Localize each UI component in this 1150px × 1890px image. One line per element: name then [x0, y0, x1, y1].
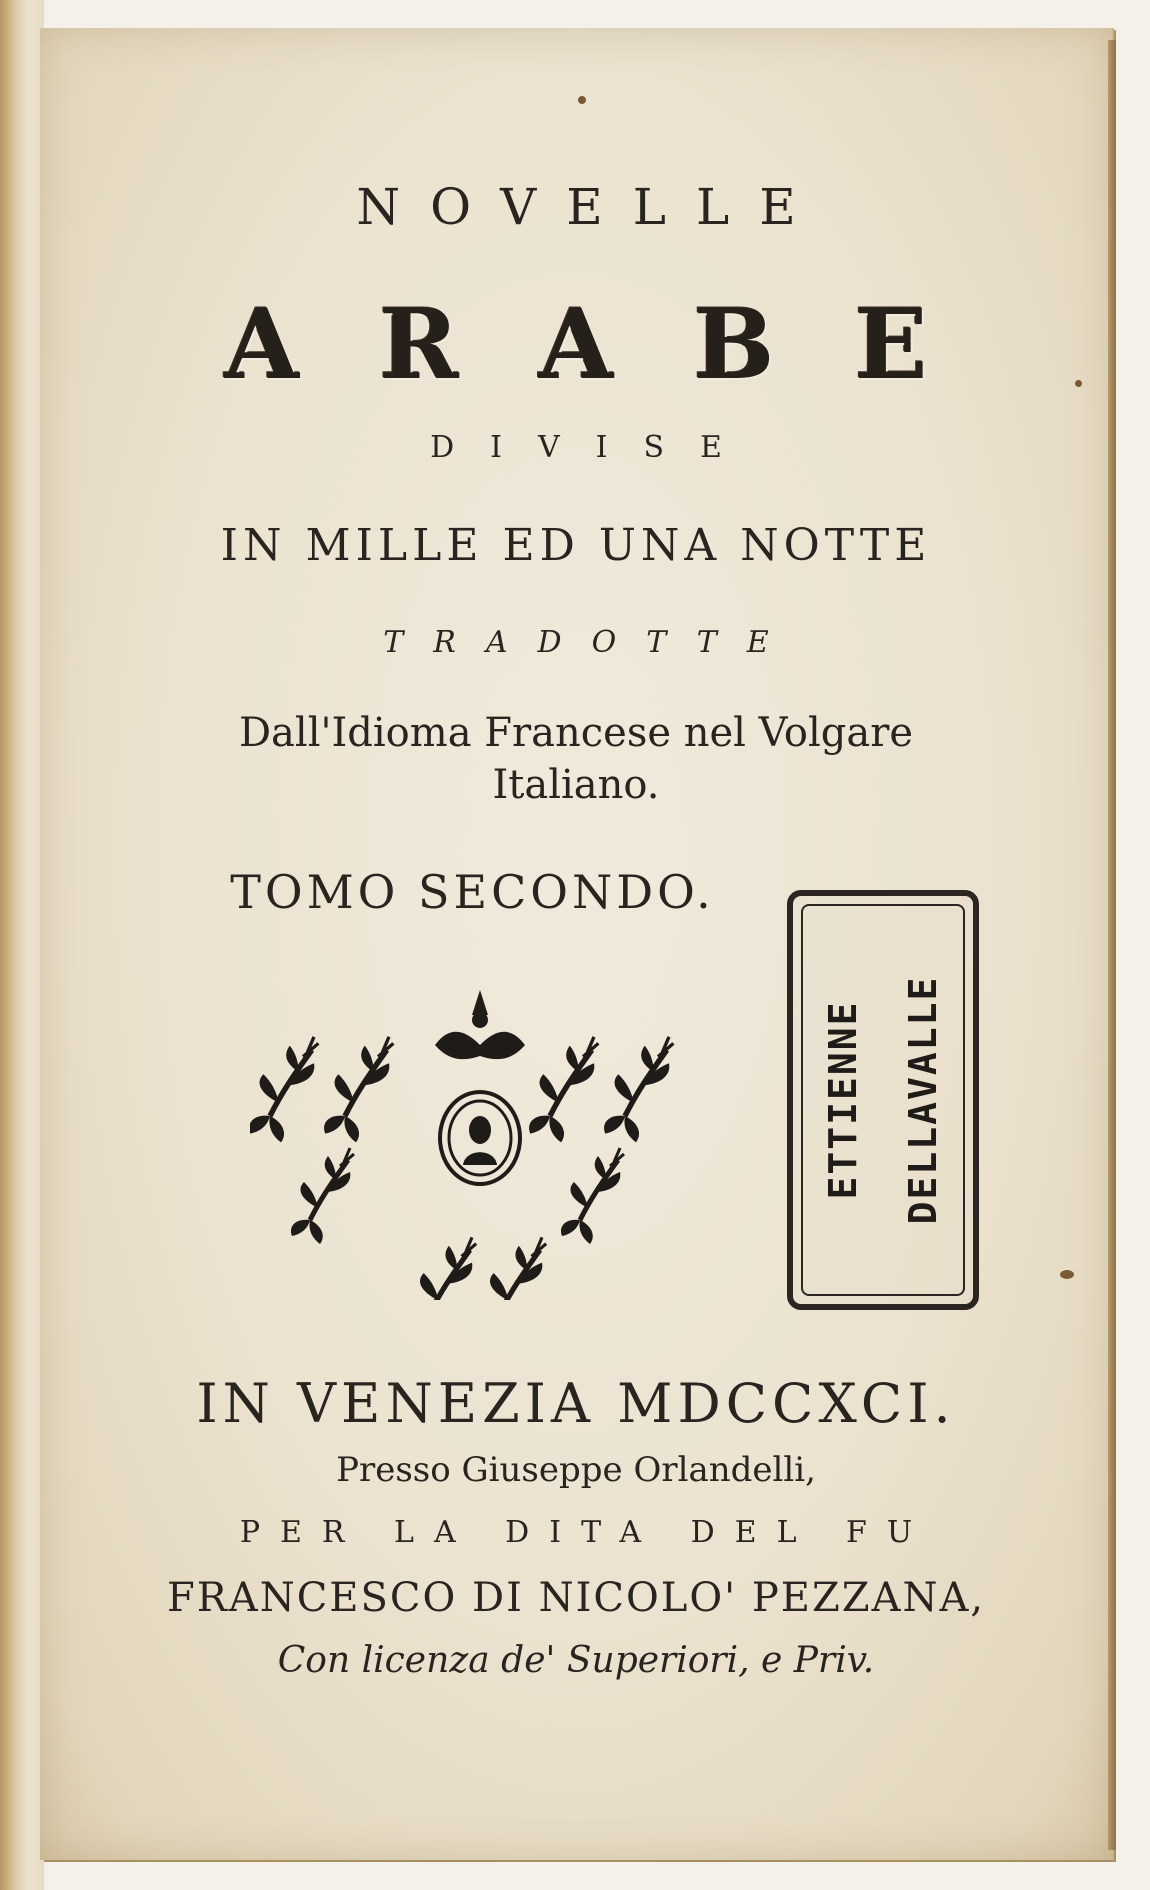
subtitle-mille-notte: IN MILLE ED UNA NOTTE [220, 520, 932, 571]
imprint-license: Con licenza de' Superiori, e Priv. [277, 1640, 875, 1681]
title-novelle: NOVELLE [356, 178, 826, 236]
subtitle-divise: DIVISE [430, 430, 758, 465]
volume-label: TOMO SECONDO. [230, 865, 715, 919]
subtitle-italiano: Italiano. [492, 762, 660, 808]
cameo-icon [440, 1092, 520, 1184]
ownership-stamp [787, 890, 979, 1310]
foxing-spot [1060, 1270, 1074, 1279]
title-arabe: ARABE [224, 288, 1008, 401]
stamp-line-dellavalle: DELLAVALLE [901, 975, 945, 1225]
imprint-place-date: IN VENEZIA MDCCXCI. [196, 1372, 956, 1435]
imprint-dita: PER LA DITA DEL FU [239, 1515, 933, 1550]
subtitle-idioma: Dall'Idioma Francese nel Volgare [238, 710, 914, 756]
foxing-spot [578, 96, 586, 104]
printers-ornament-icon [250, 970, 710, 1300]
stamp-line-ettienne: ETTIENNE [821, 1000, 865, 1200]
book-spine-edge [0, 0, 44, 1890]
imprint-francesco: FRANCESCO DI NICOLO' PEZZANA, [166, 1575, 986, 1621]
subtitle-tradotte: TRADOTTE [383, 625, 799, 660]
imprint-printer: Presso Giuseppe Orlandelli, [336, 1450, 816, 1490]
crown-icon [435, 990, 525, 1059]
